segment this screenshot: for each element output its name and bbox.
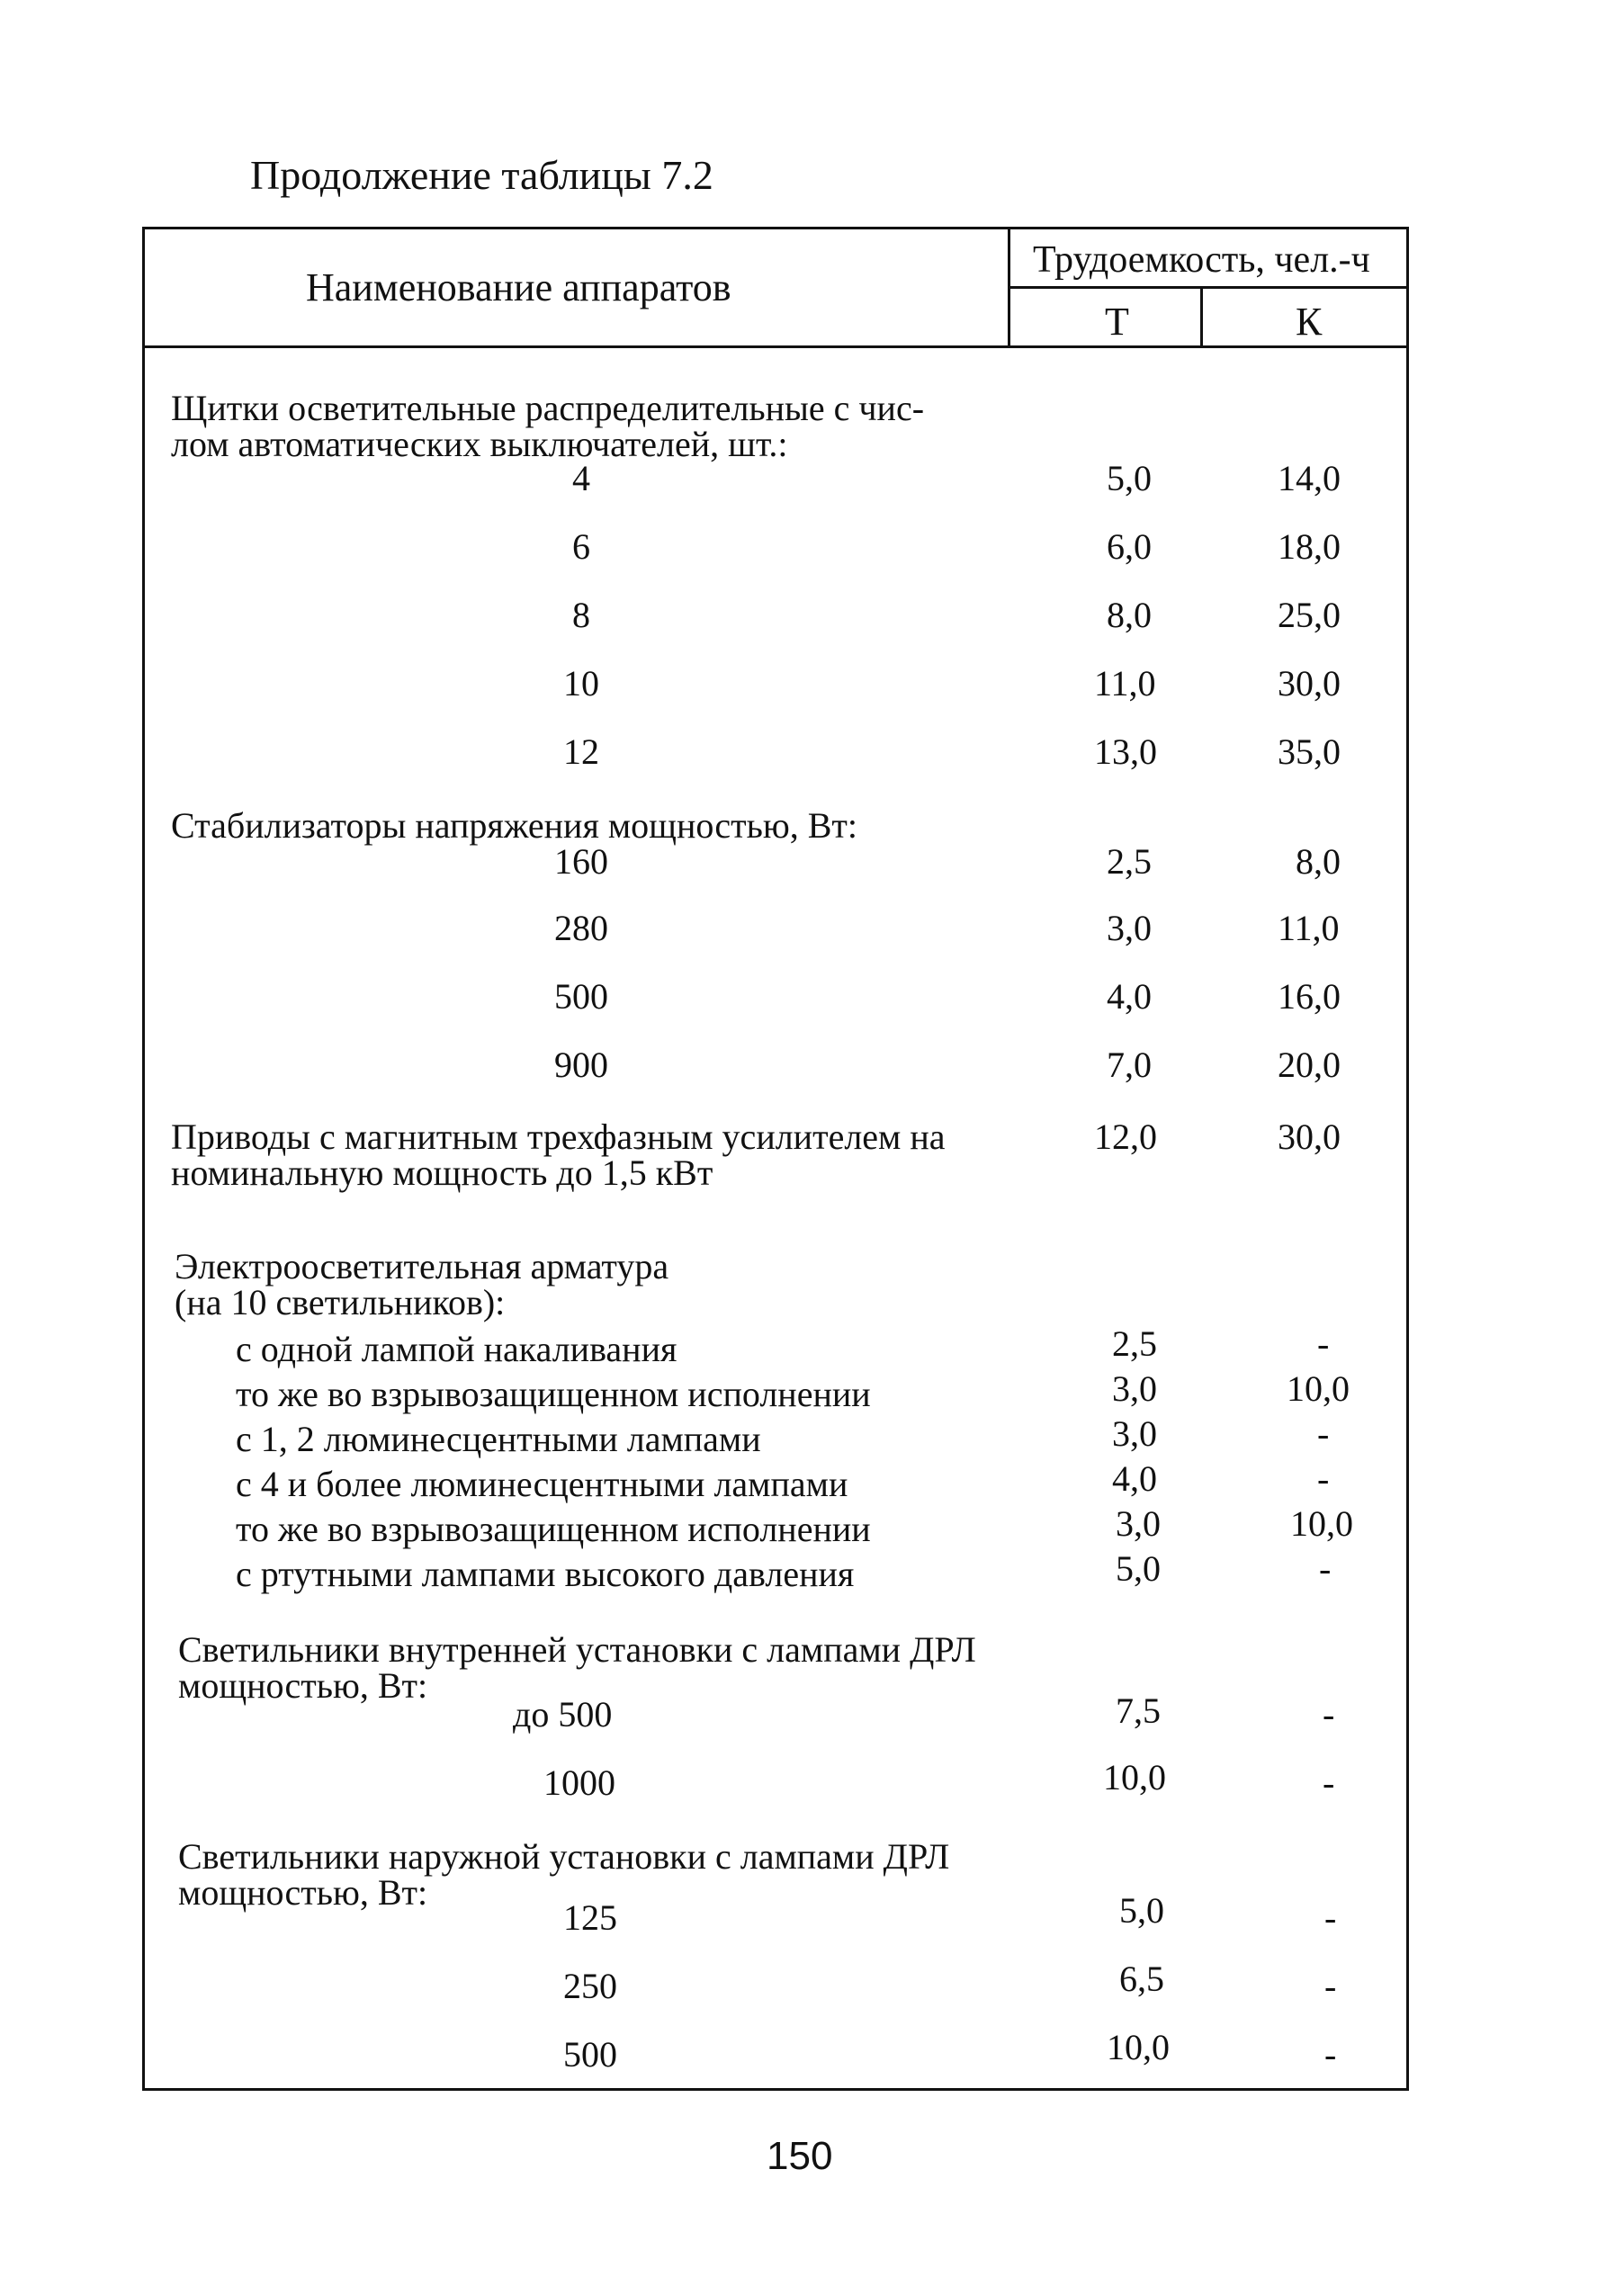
table-row-t: 5,0	[1116, 1548, 1161, 1589]
table-row-label: 10	[563, 663, 599, 704]
table-row-label: до 500	[513, 1694, 613, 1735]
table-row-t: 12,0	[1094, 1116, 1157, 1157]
table-row-label: 8	[572, 595, 590, 635]
table-row-t: 11,0	[1094, 663, 1156, 704]
column-header-labor: Трудоемкость, чел.-ч	[1033, 239, 1370, 281]
table-row-t: 13,0	[1094, 731, 1157, 772]
table-row-label: то же во взрывозащищенном исполнении	[236, 1509, 871, 1549]
table-row-k: 20,0	[1278, 1044, 1341, 1085]
table-row-k: -	[1319, 1548, 1332, 1589]
table-row-k: -	[1317, 1413, 1330, 1454]
table-row-label: с 4 и более люминесцентными лампами	[236, 1464, 848, 1504]
group-title-line: лом автоматических выключателей, шт.:	[171, 424, 788, 464]
table-row-t: 6,0	[1107, 526, 1152, 567]
group-title-line: Электроосветительная арматура	[175, 1246, 669, 1286]
table-row-k: -	[1317, 1323, 1330, 1364]
table-row-t: 5,0	[1119, 1890, 1164, 1931]
table-row-label: с 1, 2 люминесцентными лампами	[236, 1419, 761, 1459]
table-row-label: 280	[554, 908, 608, 948]
column-header-t: Т	[1105, 300, 1129, 344]
table-row-k: 25,0	[1278, 595, 1341, 635]
table-caption: Продолжение таблицы 7.2	[250, 152, 713, 198]
table-row-k: -	[1323, 1694, 1335, 1735]
group-title-line: мощностью, Вт:	[178, 1872, 428, 1913]
table-row-t: 8,0	[1107, 595, 1152, 635]
table-row-label: 500	[554, 976, 608, 1017]
table-row-t: 3,0	[1116, 1503, 1161, 1544]
table-row-label: с одной лампой накаливания	[236, 1329, 677, 1369]
group-title-line: Светильники наружной установки с лампами ДРЛ	[178, 1836, 950, 1877]
table-row-t: 3,0	[1112, 1368, 1157, 1409]
table-row-label: то же во взрывозащищенном исполнении	[236, 1374, 871, 1414]
group-title-line: Щитки осветительные распределительные с чис-	[171, 388, 925, 428]
group-title-line: (на 10 светильников):	[175, 1282, 506, 1322]
column-header-k: К	[1296, 300, 1323, 344]
table-row-k: 18,0	[1278, 526, 1341, 567]
header-bottom-rule	[142, 345, 1409, 348]
table-row-k: 30,0	[1278, 1116, 1341, 1157]
table-row-k: 8,0	[1296, 841, 1341, 882]
table-row-t: 10,0	[1107, 2027, 1170, 2067]
page-number: 150	[767, 2134, 833, 2178]
table-row-k: 30,0	[1278, 663, 1341, 704]
header-divider-horizontal-top	[1008, 286, 1409, 289]
table-row-t: 6,5	[1119, 1959, 1164, 1999]
group-title-line: мощностью, Вт:	[178, 1665, 428, 1706]
table-row-k: -	[1324, 1966, 1337, 2006]
table-row-t: 5,0	[1107, 458, 1152, 498]
column-header-name: Наименование аппаратов	[306, 265, 731, 309]
table-row-t: 3,0	[1107, 908, 1152, 948]
table-row-label: 160	[554, 841, 608, 882]
table-row-k: 10,0	[1290, 1503, 1353, 1544]
table-row-label: 900	[554, 1044, 608, 1085]
table-row-label: 250	[563, 1966, 617, 2006]
table-row-label: 4	[572, 458, 590, 498]
table-row-t: 2,5	[1107, 841, 1152, 882]
group-title-line: номинальную мощность до 1,5 кВт	[171, 1152, 713, 1193]
table-row-k: -	[1317, 1458, 1330, 1499]
table-row-k: 14,0	[1278, 458, 1341, 498]
table-row-t: 10,0	[1103, 1757, 1166, 1797]
table-row-label: 12	[563, 731, 599, 772]
table-row-k: -	[1324, 2034, 1337, 2075]
table-row-t: 4,0	[1107, 976, 1152, 1017]
table-row-t: 3,0	[1112, 1413, 1157, 1454]
table-row-label: 125	[563, 1897, 617, 1938]
group-title-line: Стабилизаторы напряжения мощностью, Вт:	[171, 805, 858, 846]
table-row-label: 500	[563, 2034, 617, 2075]
table-row-k: 35,0	[1278, 731, 1341, 772]
table-row-label: с ртутными лампами высокого давления	[236, 1554, 855, 1594]
group-title-line: Приводы с магнитным трехфазным усилителем на	[171, 1116, 946, 1157]
table-row-label: 1000	[543, 1762, 615, 1803]
table-row-t: 7,5	[1116, 1690, 1161, 1731]
table-row-k: -	[1324, 1897, 1337, 1938]
table-row-t: 2,5	[1112, 1323, 1157, 1364]
table-row-label: 6	[572, 526, 590, 567]
table-row-k: -	[1323, 1762, 1335, 1803]
table-row-k: 10,0	[1287, 1368, 1350, 1409]
table-row-t: 7,0	[1107, 1044, 1152, 1085]
table-row-k: 11,0	[1278, 908, 1340, 948]
table-row-k: 16,0	[1278, 976, 1341, 1017]
group-title-line: Светильники внутренней установки с лампами ДРЛ	[178, 1629, 976, 1670]
table-row-t: 4,0	[1112, 1458, 1157, 1499]
header-divider-t-k	[1200, 286, 1203, 347]
